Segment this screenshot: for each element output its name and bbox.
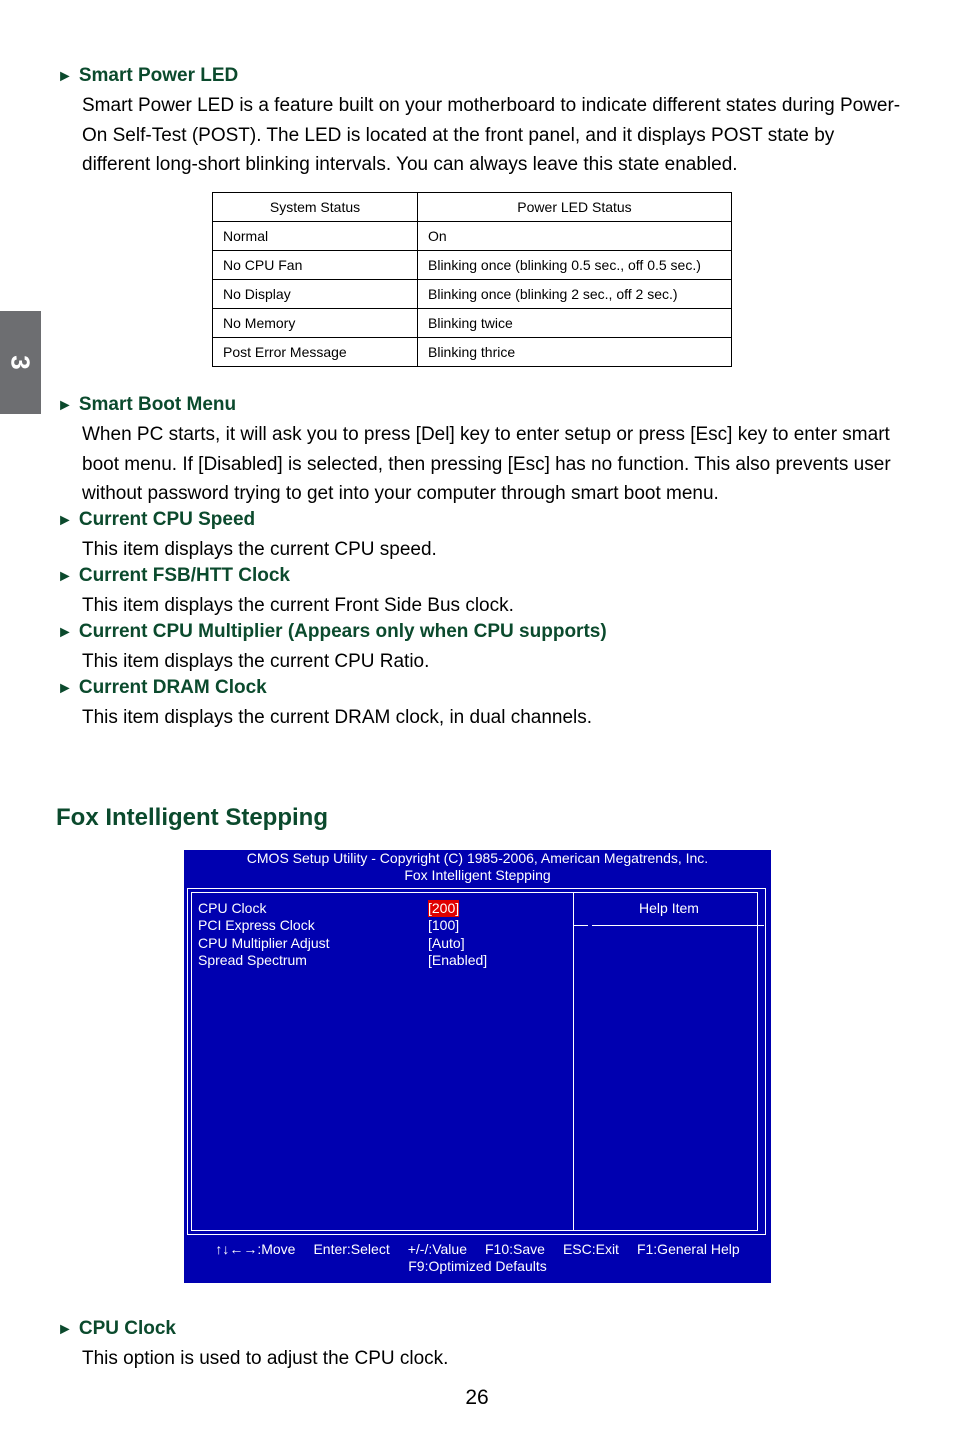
table-cell: Blinking once (blinking 2 sec., off 2 sec.) xyxy=(418,280,732,309)
bios-help-label: Help Item xyxy=(639,900,699,916)
bios-screen xyxy=(184,850,771,1283)
bios-key-help: F1:General Help xyxy=(636,1241,740,1257)
table-row xyxy=(213,338,732,367)
bios-title-line2: Fox Intelligent Stepping xyxy=(404,867,551,883)
bios-item-cpu-clock[interactable]: CPU Clock xyxy=(198,900,267,916)
bios-key-save: F10:Save xyxy=(485,1241,545,1257)
table-header-cell: Power LED Status xyxy=(418,193,732,222)
heading-current-cpu-speed: ► Current CPU Speed xyxy=(57,509,256,530)
table-cell: No Memory xyxy=(213,309,418,338)
bios-key-legend xyxy=(184,1241,771,1275)
table-header-cell: System Status xyxy=(213,193,418,222)
bios-key-defaults: F9:Optimized Defaults xyxy=(408,1258,547,1274)
bios-key-value: +/-/:Value xyxy=(407,1241,467,1257)
paragraph-smart-power-led: Smart Power LED is a feature built on your motherboard to indicate different states during Power-On Self-Test (POST). The LED is located at the front panel, and it displays POST state by different long-short blinking intervals. You can always leave this state enabled. xyxy=(82,95,901,175)
heading-cpu-clock: ► CPU Clock xyxy=(57,1318,176,1339)
table-cell: Blinking twice xyxy=(418,309,732,338)
table-cell: Post Error Message xyxy=(213,338,418,367)
triangle-bullet-icon: ► xyxy=(57,1321,73,1338)
chapter-number: 3 xyxy=(6,355,36,370)
bios-value-pci-express-clock[interactable]: [100] xyxy=(428,917,460,933)
bios-key-move: ↑↓←→:Move xyxy=(215,1241,296,1257)
triangle-bullet-icon: ► xyxy=(57,680,73,697)
table-row xyxy=(213,222,732,251)
table-row xyxy=(213,251,732,280)
table-cell: On xyxy=(418,222,732,251)
heading-current-fsb-htt-clock: ► Current FSB/HTT Clock xyxy=(57,565,290,586)
paragraph-current-dram-clock: This item displays the current DRAM clock, in dual channels. xyxy=(82,707,593,728)
heading-smart-power-led: ► Smart Power LED xyxy=(57,65,239,86)
table-header-row xyxy=(213,193,732,222)
paragraph-current-fsb-htt-clock: This item displays the current Front Side Bus clock. xyxy=(82,595,514,616)
paragraph-current-cpu-speed: This item displays the current CPU speed. xyxy=(82,539,437,560)
bios-item-spread-spectrum[interactable]: Spread Spectrum xyxy=(198,952,307,968)
heading-current-cpu-multiplier: ► Current CPU Multiplier (Appears only when CPU supports) xyxy=(57,621,607,642)
bios-help-underline-left xyxy=(574,925,588,926)
table-cell: No Display xyxy=(213,280,418,309)
bios-panel-divider xyxy=(573,892,574,1230)
heading-current-dram-clock: ► Current DRAM Clock xyxy=(57,677,267,698)
table-row xyxy=(213,280,732,309)
section-title: Fox Intelligent Stepping xyxy=(56,804,328,831)
bios-key-legend-line1 xyxy=(184,1241,771,1258)
bios-value-cpu-multiplier-adjust[interactable]: [Auto] xyxy=(428,935,465,951)
table-cell: Normal xyxy=(213,222,418,251)
paragraph-current-cpu-multiplier: This item displays the current CPU Ratio. xyxy=(82,651,430,672)
bios-key-exit: ESC:Exit xyxy=(562,1241,619,1257)
bios-help-underline xyxy=(592,925,764,926)
table-cell: Blinking thrice xyxy=(418,338,732,367)
table-cell: Blinking once (blinking 0.5 sec., off 0.5 sec.) xyxy=(418,251,732,280)
bios-value-spread-spectrum[interactable]: [Enabled] xyxy=(428,952,488,968)
triangle-bullet-icon: ► xyxy=(57,568,73,585)
bios-title xyxy=(184,850,771,884)
bios-item-cpu-multiplier-adjust[interactable]: CPU Multiplier Adjust xyxy=(198,935,330,951)
bios-value-cpu-clock[interactable]: [200] xyxy=(428,900,460,916)
triangle-bullet-icon: ► xyxy=(57,624,73,641)
bios-title-line1: CMOS Setup Utility - Copyright (C) 1985-2006, American Megatrends, Inc. xyxy=(246,850,709,866)
table-cell: No CPU Fan xyxy=(213,251,418,280)
heading-smart-boot-menu: ► Smart Boot Menu xyxy=(57,394,237,415)
page-number: 26 xyxy=(465,1386,489,1409)
power-led-status-table xyxy=(212,192,732,367)
table-row xyxy=(213,309,732,338)
bios-key-select: Enter:Select xyxy=(313,1241,390,1257)
triangle-bullet-icon: ► xyxy=(57,512,73,529)
triangle-bullet-icon: ► xyxy=(57,68,73,85)
paragraph-smart-boot-menu: When PC starts, it will ask you to press [Del] key to enter setup or press [Esc] key to enter smart boot menu. If [Disabled] is selected, then pressing [Esc] has no function. This also prevents user without password trying to get into your computer through smart boot menu. xyxy=(82,424,891,504)
paragraph-cpu-clock: This option is used to adjust the CPU clock. xyxy=(82,1348,449,1369)
triangle-bullet-icon: ► xyxy=(57,397,73,414)
chapter-tab xyxy=(0,311,41,414)
bios-item-pci-express-clock[interactable]: PCI Express Clock xyxy=(198,917,315,933)
